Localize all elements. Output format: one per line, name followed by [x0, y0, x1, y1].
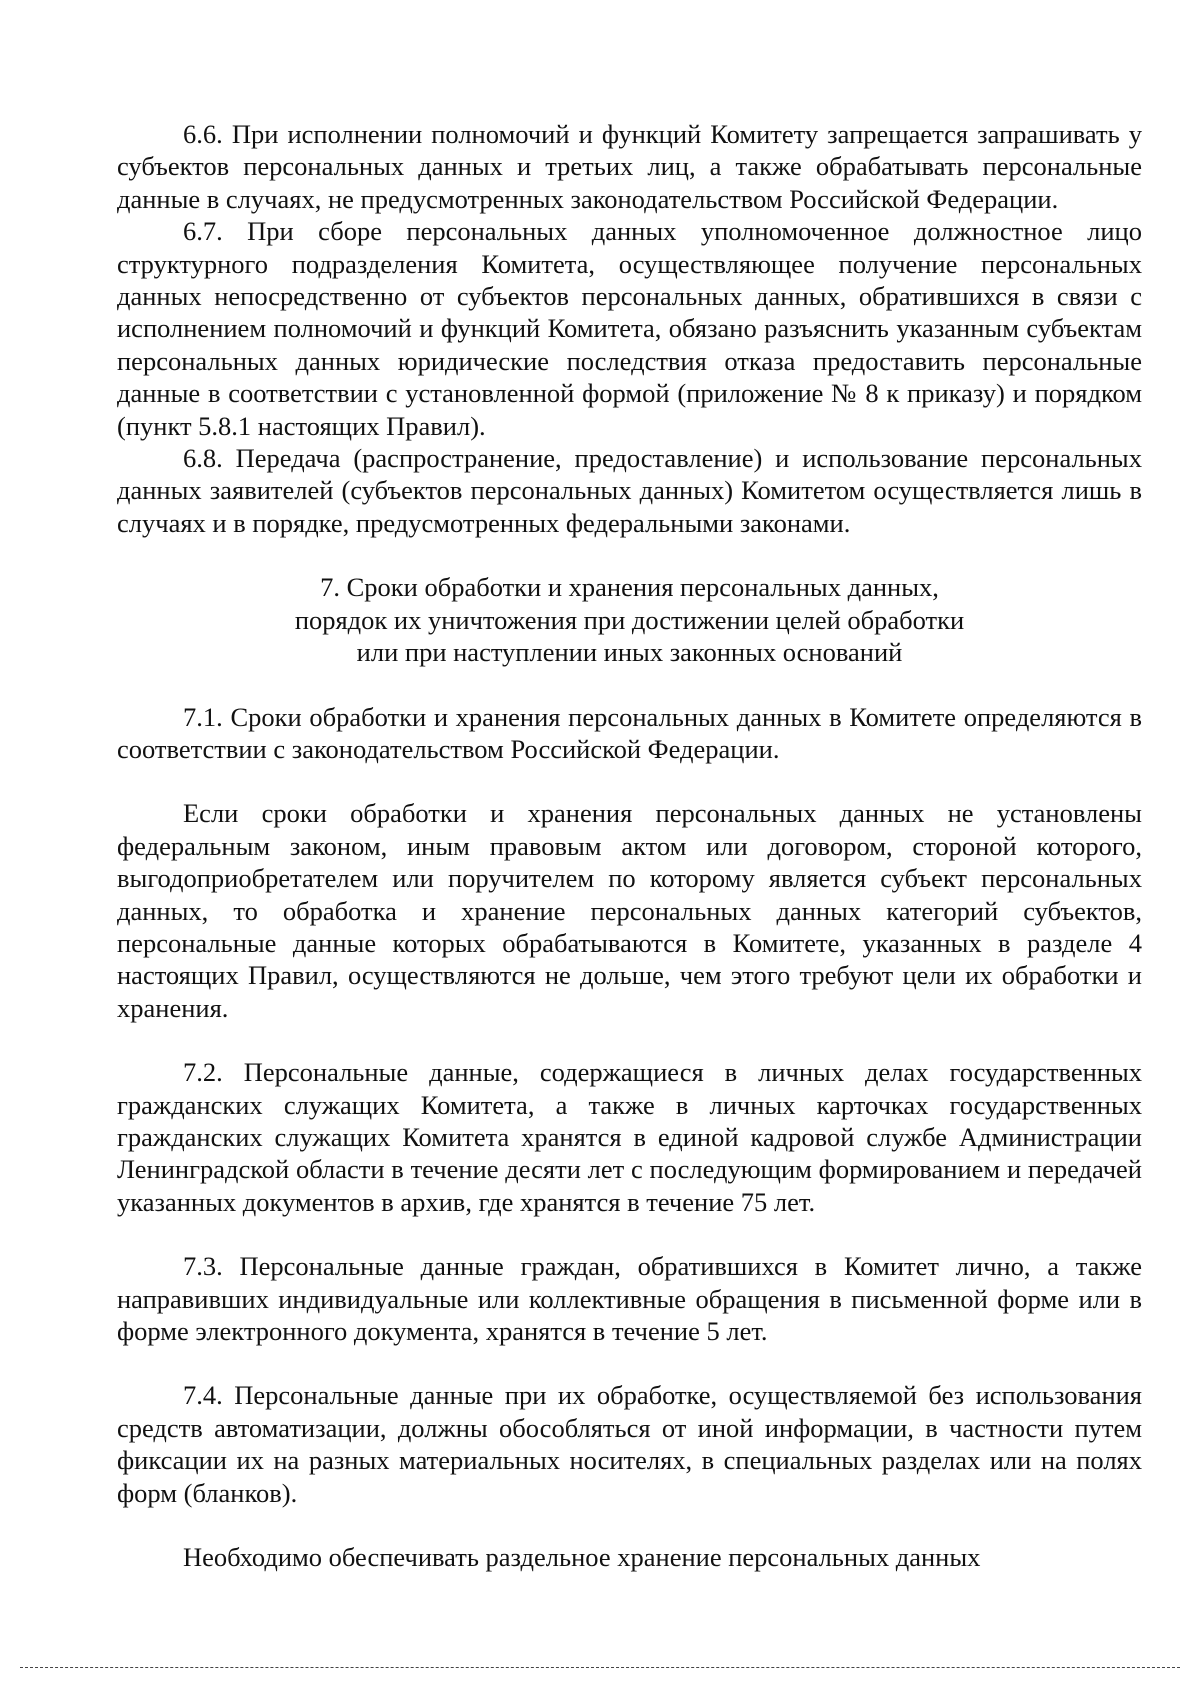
section-heading-line-1: 7. Сроки обработки и хранения персональных данных,: [320, 572, 939, 603]
paragraph-6-6: 6.6. При исполнении полномочий и функций Комитету запрещается запрашивать у субъектов персональных данных и третьих лиц, а также обрабатывать персональные данные в случаях, не предусмотренных законодательством Российской Федерации.: [117, 119, 1142, 214]
paragraph-6-7: 6.7. При сборе персональных данных уполномоченное должностное лицо структурного подразделения Комитета, осуществляющее получение персональных данных непосредственно от субъектов персональных данных, обратившихся в связи с исполнением полномочий и функций Комитета, обязано разъяснить указанным субъектам персональных данных юридические последствия отказа предоставить персональные данные в соответствии с установленной формой (приложение № 8 к приказу) и порядком (пункт 5.8.1 настоящих Правил).: [117, 216, 1142, 441]
paragraph-7-1-continued: Если сроки обработки и хранения персональных данных не установлены федеральным законом, иным правовым актом или договором, стороной которого, выгодоприобретателем или поручителем по которому является субъект персональных данных, то обработка и хранение персональных данных категорий субъектов, персональные данные которых обрабатываются в Комитете, указанных в разделе 4 настоящих Правил, осуществляются не дольше, чем этого требуют цели их обработки и хранения.: [117, 798, 1142, 1023]
paragraph-7-4: 7.4. Персональные данные при их обработке, осуществляемой без использования средств автоматизации, должны обособляться от иной информации, в частности путем фиксации их на разных материальных носителях, в специальных разделах или на полях форм (бланков).: [117, 1380, 1142, 1508]
document-page: [117, 118, 1142, 1573]
section-7-heading: [117, 571, 1142, 668]
paragraph-7-3: 7.3. Персональные данные граждан, обратившихся в Комитет лично, а также направивших индивидуальные или коллективные обращения в письменной форме или в форме электронного документа, хранятся в течение 5 лет.: [117, 1251, 1142, 1346]
scan-bottom-edge-line: [20, 1667, 1180, 1668]
paragraph-7-1: 7.1. Сроки обработки и хранения персональных данных в Комитете определяются в соответствии с законодательством Российской Федерации.: [117, 701, 1142, 764]
paragraph-7-2: 7.2. Персональные данные, содержащиеся в личных делах государственных гражданских служащих Комитета, а также в личных карточках государственных гражданских служащих Комитета хранятся в единой кадровой службе Администрации Ленинградской области в течение десяти лет с последующим формированием и передачей указанных документов в архив, где хранятся в течение 75 лет.: [117, 1057, 1142, 1217]
section-heading-line-2: порядок их уничтожения при достижении целей обработки: [294, 604, 965, 635]
paragraph-7-4-continued: Необходимо обеспечивать раздельное хранение персональных данных: [183, 1542, 981, 1573]
paragraph-6-8: 6.8. Передача (распространение, предоставление) и использование персональных данных заявителей (субъектов персональных данных) Комитетом осуществляется лишь в случаях и в порядке, предусмотренных федеральными законами.: [117, 443, 1142, 538]
section-heading-line-3: или при наступлении иных законных оснований: [356, 637, 903, 668]
